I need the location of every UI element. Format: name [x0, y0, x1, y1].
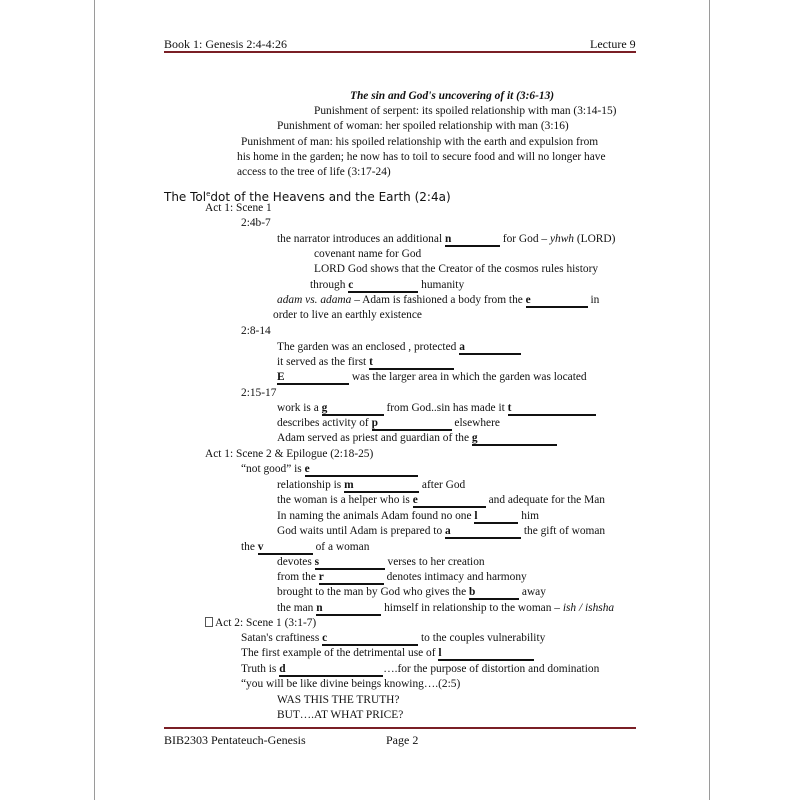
- man-line-2: his home in the garden; he now has to toil to secure food and will no longer have: [237, 151, 606, 163]
- blank-l2[interactable]: l: [438, 647, 534, 661]
- earthly-line: order to live an earthly existence: [273, 309, 422, 321]
- covenant-line: covenant name for God: [314, 248, 422, 260]
- rib-line: from the r denotes intimacy and harmony: [277, 571, 527, 583]
- value-line: the v of a woman: [241, 541, 370, 553]
- helper-line: the woman is a helper who is e and adequate for the Man: [277, 494, 605, 506]
- not-good-line: “not good” is e: [241, 462, 418, 477]
- bullet-box-icon: [205, 617, 213, 627]
- header-left: Book 1: Genesis 2:4-4:26: [164, 37, 287, 51]
- header-rule: [164, 51, 636, 53]
- act2-scene1-label: Act 2: Scene 1 (3:1-7): [205, 616, 316, 630]
- brought-line: brought to the man by God who gives the b away: [277, 586, 546, 598]
- blank-e3[interactable]: e: [413, 494, 486, 508]
- relationship-line: relationship is m after God: [277, 479, 466, 491]
- section-heading: The Tol$^e$dot of the Heavens and the Earth (2:4a): [164, 190, 451, 204]
- blank-n[interactable]: n: [445, 233, 500, 247]
- names-line: the man n himself in relationship to the woman – ish / ishsha: [277, 602, 615, 614]
- blank-e[interactable]: e: [526, 294, 588, 308]
- footer-left: BIB2303 Pentateuch-Genesis: [164, 733, 306, 747]
- blank-a2[interactable]: a: [445, 525, 521, 539]
- blank-b[interactable]: b: [469, 586, 519, 600]
- blank-l[interactable]: l: [474, 510, 518, 524]
- eden-line: E was the larger area in which the garden was located: [277, 371, 587, 383]
- price-question: BUT….AT WHAT PRICE?: [277, 709, 404, 721]
- header-right: Lecture 9: [590, 37, 636, 51]
- through-line: through c humanity: [310, 279, 465, 291]
- ref-2-8-14: 2:8-14: [241, 325, 271, 337]
- ref-2-15-17: 2:15-17: [241, 387, 277, 399]
- blank-n2[interactable]: n: [316, 602, 381, 616]
- blank-t2[interactable]: t: [508, 402, 596, 416]
- divine-line: “you will be like divine beings knowing….(2:5): [241, 678, 461, 690]
- blank-v[interactable]: v: [258, 541, 313, 555]
- adam-line: adam vs. adama – Adam is fashioned a body from the e in: [277, 294, 600, 306]
- man-line-3: access to the tree of life (3:17-24): [237, 166, 391, 178]
- man-line-1: Punishment of man: his spoiled relationship with the earth and expulsion from: [241, 136, 599, 148]
- blank-g[interactable]: g: [322, 402, 384, 416]
- waits-line: God waits until Adam is prepared to a the gift of woman: [277, 525, 606, 537]
- activity-line: describes activity of p elsewhere: [277, 417, 500, 429]
- woman-line: Punishment of woman: her spoiled relationship with man (3:16): [277, 120, 569, 132]
- footer-page-number: Page 2: [386, 733, 419, 747]
- devotes-line: devotes s verses to her creation: [277, 556, 485, 568]
- act1-scene1-label: Act 1: Scene 1: [205, 202, 272, 214]
- craftiness-line: Satan's craftiness c to the couples vulnerability: [241, 632, 546, 644]
- first-line: it served as the first t: [277, 355, 454, 370]
- sin-title: The sin and God's uncovering of it (3:6-13): [350, 90, 555, 102]
- lord-god-line: LORD God shows that the Creator of the cosmos rules history: [314, 263, 599, 275]
- blank-e2[interactable]: e: [305, 463, 418, 477]
- blank-m[interactable]: m: [344, 479, 419, 493]
- blank-E[interactable]: E: [277, 371, 349, 385]
- blank-c2[interactable]: c: [322, 632, 418, 646]
- blank-r[interactable]: r: [319, 571, 384, 585]
- ref-2-4b-7: 2:4b-7: [241, 217, 271, 229]
- garden-line: The garden was an enclosed , protected a: [277, 340, 521, 355]
- blank-p[interactable]: p: [372, 417, 452, 431]
- blank-c[interactable]: c: [348, 279, 418, 293]
- serpent-line: Punishment of serpent: its spoiled relationship with man (3:14-15): [314, 105, 617, 117]
- narrator-line: the narrator introduces an additional n for God – yhwh (LORD): [277, 233, 616, 245]
- truth-line: Truth is d ….for the purpose of distortion and domination: [241, 663, 600, 675]
- priest-line: Adam served as priest and guardian of the g: [277, 431, 557, 446]
- blank-a[interactable]: a: [459, 341, 521, 355]
- blank-g2[interactable]: g: [472, 432, 557, 446]
- detrimental-line: The first example of the detrimental use of l: [241, 646, 534, 661]
- act1-scene2-label: Act 1: Scene 2 & Epilogue (2:18-25): [205, 448, 374, 460]
- blank-s[interactable]: s: [315, 556, 385, 570]
- truth-question: WAS THIS THE TRUTH?: [277, 694, 400, 706]
- blank-t[interactable]: t: [369, 356, 454, 370]
- blank-d[interactable]: d: [279, 663, 383, 677]
- naming-line: In naming the animals Adam found no one l him: [277, 510, 539, 522]
- work-line: work is a g from God..sin has made it t: [277, 401, 596, 416]
- footer-rule: [164, 727, 636, 729]
